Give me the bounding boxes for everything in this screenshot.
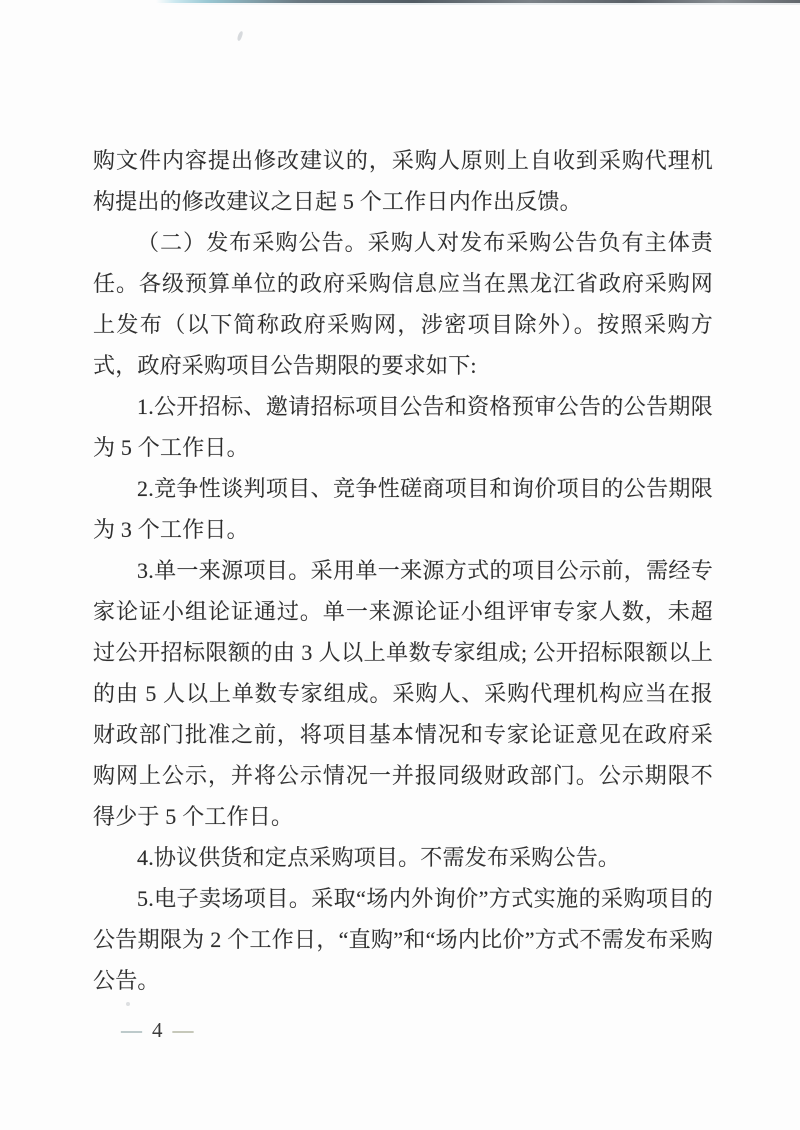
paragraph-item-1: 1.公开招标、邀请招标项目公告和资格预审公告的公告期限为 5 个工作日。 xyxy=(93,394,713,460)
paragraph-item-5: 5.电子卖场项目。采取“场内外询价”方式实施的采购项目的公告期限为 2 个工作日，“直购”和“场内比价”方式不需发布采购公告。 xyxy=(93,886,713,993)
page-number-value: 4 xyxy=(152,1018,163,1042)
page-number-dash-right: — xyxy=(172,1018,194,1042)
paragraph-continuation: 购文件内容提出修改建议的，采购人原则上自收到采购代理机构提出的修改建议之日起 5 个工作日内作出反馈。 xyxy=(93,148,713,214)
scanner-edge-artifact-fade xyxy=(156,3,800,5)
page-number-dash-left: — xyxy=(121,1018,142,1042)
paragraph-item-4: 4.协议供货和定点采购项目。不需发布采购公告。 xyxy=(137,845,621,870)
page-number xyxy=(121,1017,713,1043)
paragraph-item-2: 2.竞争性谈判项目、竞争性磋商项目和询价项目的公告期限为 3 个工作日。 xyxy=(93,476,713,542)
paragraph-item-3: 3.单一来源项目。采用单一来源方式的项目公示前，需经专家论证小组论证通过。单一来源论证小组评审专家人数，未超过公开招标限额的由 3 人以上单数专家组成; 公开招标限额以上的由 5 人以上单数专家组成。采购人、采购代理机构应当在报财政部门批准之前，将项目基本情况和专家论证意见在政府采购网上公示，并将公示情况一并报同级财政部门。公示期限不得少于 5 个工作日。 xyxy=(93,558,713,829)
scan-speckle xyxy=(237,31,244,42)
paragraph-section-2: （二）发布采购公告。采购人对发布采购公告负有主体责任。各级预算单位的政府采购信息应当在黑龙江省政府采购网上发布（以下简称政府采购网，涉密项目除外）。按照采购方式，政府采购项目公告期限的要求如下: xyxy=(93,230,713,378)
document-body xyxy=(93,140,713,1043)
